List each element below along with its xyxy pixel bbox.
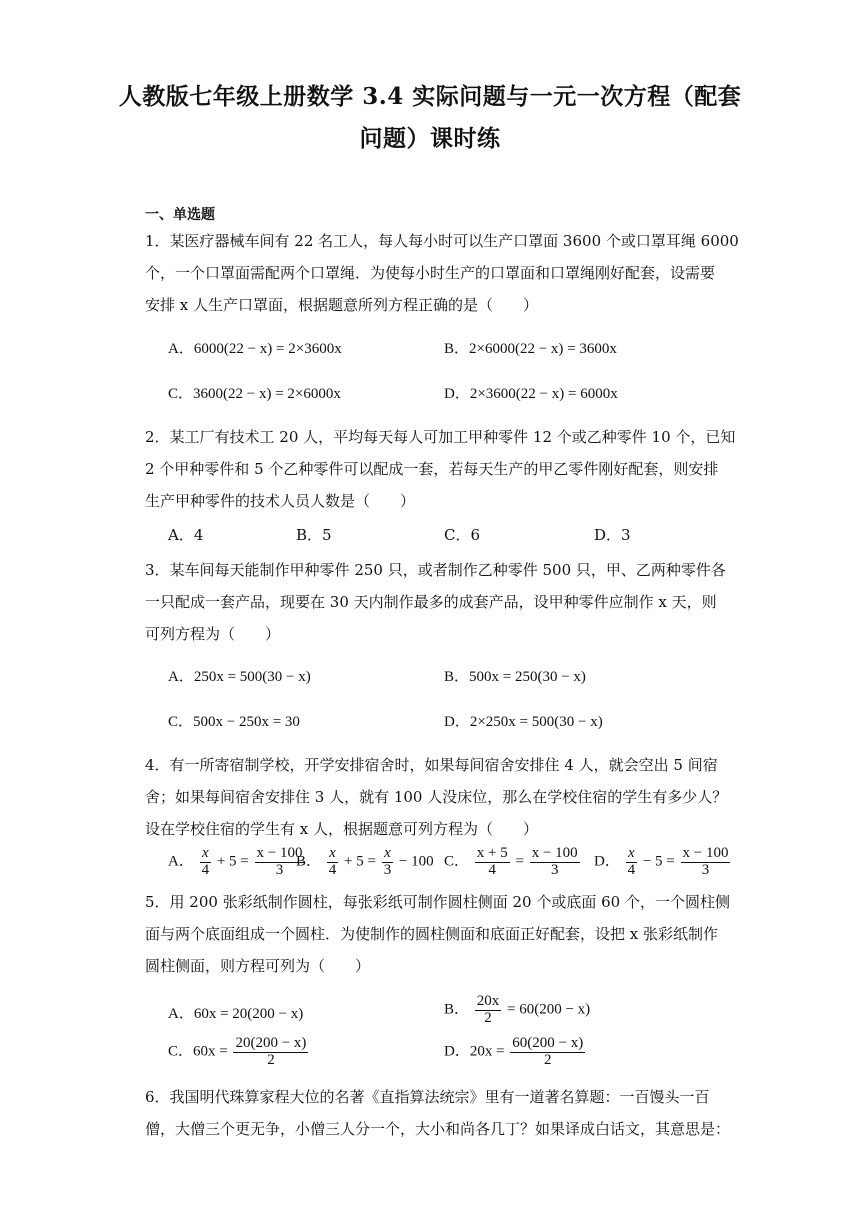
q4-line-1: 4．有一所寄宿制学校，开学安排宿舍时，如果每间宿舍安排住 4 人，就会空出 5 间宿 [145, 756, 718, 774]
q3-option-d: D．2×250x = 500(30 − x) [444, 714, 603, 730]
q3-line-3: 可列方程为（ ） [145, 625, 281, 643]
q3-option-c: C．500x − 250x = 30 [168, 714, 300, 730]
q2-option-c: C．6 [444, 526, 481, 544]
q2-option-a: A．4 [168, 526, 204, 544]
document-title-line-1: 人教版七年级上册数学 3.4 实际问题与一元一次方程（配套 [118, 83, 742, 110]
q1-line-1: 1．某医疗器械车间有 22 名工人，每人每小时可以生产口罩面 3600 个或口罩耳绳 6000 [145, 232, 739, 250]
q1-option-a: A．6000(22 − x) = 2×3600x [168, 341, 342, 357]
q2-line-3: 生产甲种零件的技术人员人数是（ ） [145, 492, 416, 510]
q5-option-b: B． $\frac{20x}{2}$ = 60(200 − x) [444, 993, 591, 1026]
q5-option-a: A．60x = 20(200 − x) [168, 1006, 304, 1022]
q2-option-b: B．5 [296, 526, 332, 544]
q4-option-a-label: A． [168, 853, 194, 870]
q1-option-d: D．2×3600(22 − x) = 6000x [444, 386, 618, 402]
q3-line-2: 一只配成一套产品，现要在 30 天内制作最多的成套产品，设甲种零件应制作 x 天，则 [145, 593, 717, 611]
q4-line-2: 舍；如果每间宿舍安排住 3 人，就有 100 人没床位，那么在学校住宿的学生有多少人？ [145, 788, 728, 806]
q5-line-1: 5．用 200 张彩纸制作圆柱，每张彩纸可制作圆柱侧面 20 个或底面 60 个，一个圆柱侧 [145, 893, 730, 911]
q3-option-b: B．500x = 250(30 − x) [444, 669, 586, 685]
q6-line-2: 僧，大僧三个更无争，小僧三人分一个，大小和尚各几丁？如果译成白话文，其意思是： [145, 1120, 731, 1138]
q2-line-2: 2 个甲种零件和 5 个乙种零件可以配成一套，若每天生产的甲乙零件刚好配套，则安排 [145, 460, 719, 478]
q4-a-fraction-2: $\frac{x - 100}{3}$ [256, 845, 303, 878]
q1-option-b: B．2×6000(22 − x) = 3600x [444, 341, 617, 357]
q3-line-1: 3．某车间每天能制作甲种零件 250 只，或者制作乙种零件 500 只，甲、乙两种零件各 [145, 561, 726, 579]
q1-option-c: C．3600(22 − x) = 2×6000x [168, 386, 341, 402]
q5-line-3: 圆柱侧面，则方程可列为（ ） [145, 957, 371, 975]
q4-option-a: A． $\frac{x}{4}$ + 5 = $\frac{x - 100}{3}$ [168, 845, 303, 878]
q4-a-fraction-1: $\frac{x}{4}$ [201, 845, 210, 878]
q5-option-d: D．20x = $\frac{60(200 - x)}{2}$ [444, 1035, 584, 1068]
q1-line-2: 个，一个口罩面需配两个口罩绳．为使每小时生产的口罩面和口罩绳刚好配套，设需要 [145, 264, 716, 282]
document-title-line-2: 问题）课时练 [359, 125, 501, 152]
q2-option-d: D．3 [594, 526, 631, 544]
q1-line-3: 安排 x 人生产口罩面，根据题意所列方程正确的是（ ） [145, 296, 538, 314]
q6-line-1: 6．我国明代珠算家程大位的名著《直指算法统宗》里有一道著名算题：一百馒头一百 [145, 1088, 710, 1106]
q3-option-a: A．250x = 500(30 − x) [168, 669, 311, 685]
q5-line-2: 面与两个底面组成一个圆柱．为使制作的圆柱侧面和底面正好配套，设把 x 张彩纸制作 [145, 925, 718, 943]
q4-option-d: D． $\frac{x}{4}$ − 5 = $\frac{x - 100}{3}$ [594, 845, 729, 878]
q4-option-b: B． $\frac{x}{4}$ + 5 = $\frac{x}{3}$ − 100 [296, 845, 434, 878]
section-heading: 一、单选题 [145, 207, 215, 223]
q4-option-c: C． $\frac{x + 5}{4}$ = $\frac{x - 100}{3}$ [444, 845, 578, 878]
q2-line-1: 2．某工厂有技术工 20 人，平均每天每人可加工甲种零件 12 个或乙种零件 10 个，已知 [145, 428, 736, 446]
q4-line-3: 设在学校住宿的学生有 x 人，根据题意可列方程为（ ） [145, 820, 538, 838]
q5-option-c: C．60x = $\frac{20(200 - x)}{2}$ [168, 1035, 307, 1068]
